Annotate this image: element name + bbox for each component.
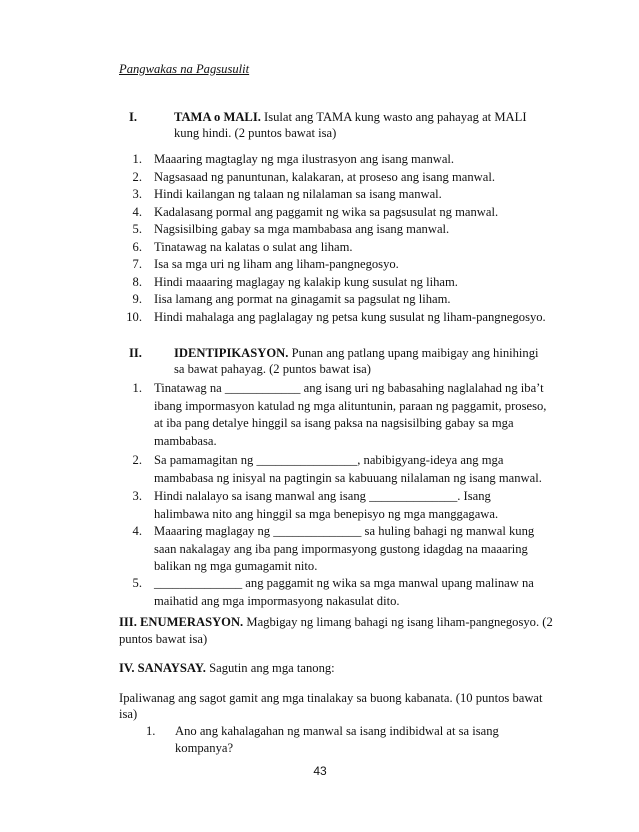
section2-item-number: 1. [132, 381, 142, 395]
section3-line2: puntos bawat isa) [119, 632, 208, 646]
section1-item-text: Nagsasaad ng panuntunan, kalakaran, at proseso ang isang manwal. [154, 169, 495, 184]
section2-instruction-line2: sa bawat pahayag. (2 puntos bawat isa) [174, 362, 371, 376]
section4-heading: IV. SANAYSAY. [119, 661, 206, 675]
section2-item-line: ibang impormasyon katulad ng mga alituntunin, paraan ng paggamit, proseso, [154, 398, 547, 413]
section1-instruction-text: Isulat ang TAMA kung wasto ang pahayag at MALI [264, 110, 527, 124]
section1-item-number: 5. [132, 222, 142, 236]
section2-item-line: Hindi nalalayo sa isang manwal ang isang ______________. Isang [154, 489, 491, 503]
section1-item-text: Kadalasang pormal ang paggamit ng wika sa pagsusulat ng manwal. [154, 204, 499, 219]
section1-item-number: 8. [132, 274, 142, 289]
section1-item-text: Maaaring magtaglay ng mga ilustrasyon ang isang manwal. [154, 152, 455, 166]
section2-item-line: mambabasa ng inisyal na pagtingin sa kabuuang nilalaman ng isang manwal. [154, 470, 542, 485]
section1-item-number: 1. [132, 152, 142, 166]
section1-item-number: 3. [132, 187, 142, 201]
section4-text: Sagutin ang mga tanong: [209, 661, 335, 675]
section3-heading: III. ENUMERASYON. [119, 615, 244, 629]
section1-instruction-line2: kung hindi. (2 puntos bawat isa) [174, 126, 337, 140]
section1-item-number: 7. [132, 257, 142, 271]
section2-item-line: mambabasa. [154, 433, 217, 448]
section3-line1 [119, 614, 553, 631]
section1-item-text: Iisa lamang ang pormat na ginagamit sa pagsulat ng liham. [154, 292, 451, 306]
section2-item-line: saan nakalagay ang iba pang impormasyong gustong idagdag na maaaring [154, 541, 528, 556]
section1-item-text: Tinatawag na kalatas o sulat ang liham. [154, 239, 353, 254]
page-title: Pangwakas na Pagsusulit [119, 62, 250, 76]
section1-heading: TAMA o MALI. [174, 110, 261, 124]
section1-item-text: Hindi maaaring maglagay ng kalakip kung susulat ng liham. [154, 274, 458, 289]
section2-item-line: ______________ ang paggamit ng wika sa mga manwal upang malinaw na [154, 576, 534, 590]
section2-item-number: 2. [132, 453, 142, 467]
section2-item-line: balikan ng mga gumagamit nito. [154, 559, 318, 573]
section4-paragraph-line1: Ipaliwanag ang sagot gamit ang mga tinalakay sa buong kabanata. (10 puntos bawat [119, 691, 543, 705]
section4-paragraph-line2: isa) [119, 707, 138, 721]
section3-text: Magbigay ng limang bahagi ng isang liham-pangnegosyo. (2 [246, 615, 553, 629]
section1-item-number: 9. [132, 292, 142, 306]
section2-instruction-text: Punan ang patlang upang maibigay ang hinihingi [291, 346, 539, 360]
section4-line [119, 660, 335, 677]
section1-item-text: Hindi mahalaga ang paglalagay ng petsa kung susulat ng liham-pangnegosyo. [154, 309, 546, 324]
section2-heading: IDENTIPIKASYON. [174, 346, 289, 360]
section4-question-number: 1. [146, 724, 156, 738]
section1-item-text: Hindi kailangan ng talaan ng nilalaman sa isang manwal. [154, 187, 442, 201]
section1-item-text: Nagsisilbing gabay sa mga mambabasa ang isang manwal. [154, 222, 450, 236]
section4-question-line2: kompanya? [175, 741, 234, 755]
section2-item-number: 3. [132, 489, 142, 503]
section4-question-line1: Ano ang kahalagahan ng manwal sa isang indibidwal at sa isang [175, 724, 499, 738]
section1-item-number: 6. [132, 239, 142, 254]
section1-number: I. [129, 110, 138, 124]
section1-item-number: 10. [126, 309, 142, 324]
page-number: 43 [313, 764, 327, 778]
section2-item-line: at iba pang detalye hinggil sa isang paksa na nagsisilbing gabay sa mga [154, 416, 514, 430]
section2-item-line: Tinatawag na ____________ ang isang uri ng babasahing naglalahad ng iba’t [154, 381, 544, 395]
section2-instruction-line1 [174, 345, 539, 362]
section2-item-line: halimbawa nito ang hinggil sa mga benepisyo ng mga manggagawa. [154, 506, 499, 521]
section1-item-text: Isa sa mga uri ng liham ang liham-pangnegosyo. [154, 257, 399, 271]
section2-item-line: Sa pamamagitan ng ________________, nabibigyang-ideya ang mga [154, 453, 504, 467]
section1-item-number: 2. [132, 169, 142, 184]
section2-item-line: maihatid ang mga impormasyong nakasulat dito. [154, 593, 400, 608]
section2-item-number: 4. [132, 524, 142, 538]
section2-number: II. [129, 346, 142, 360]
section2-item-line: Maaaring maglagay ng ______________ sa huling bahagi ng manwal kung [154, 524, 535, 538]
section2-item-number: 5. [132, 576, 142, 590]
section1-instruction-line1 [174, 109, 527, 126]
section1-item-number: 4. [132, 204, 142, 219]
